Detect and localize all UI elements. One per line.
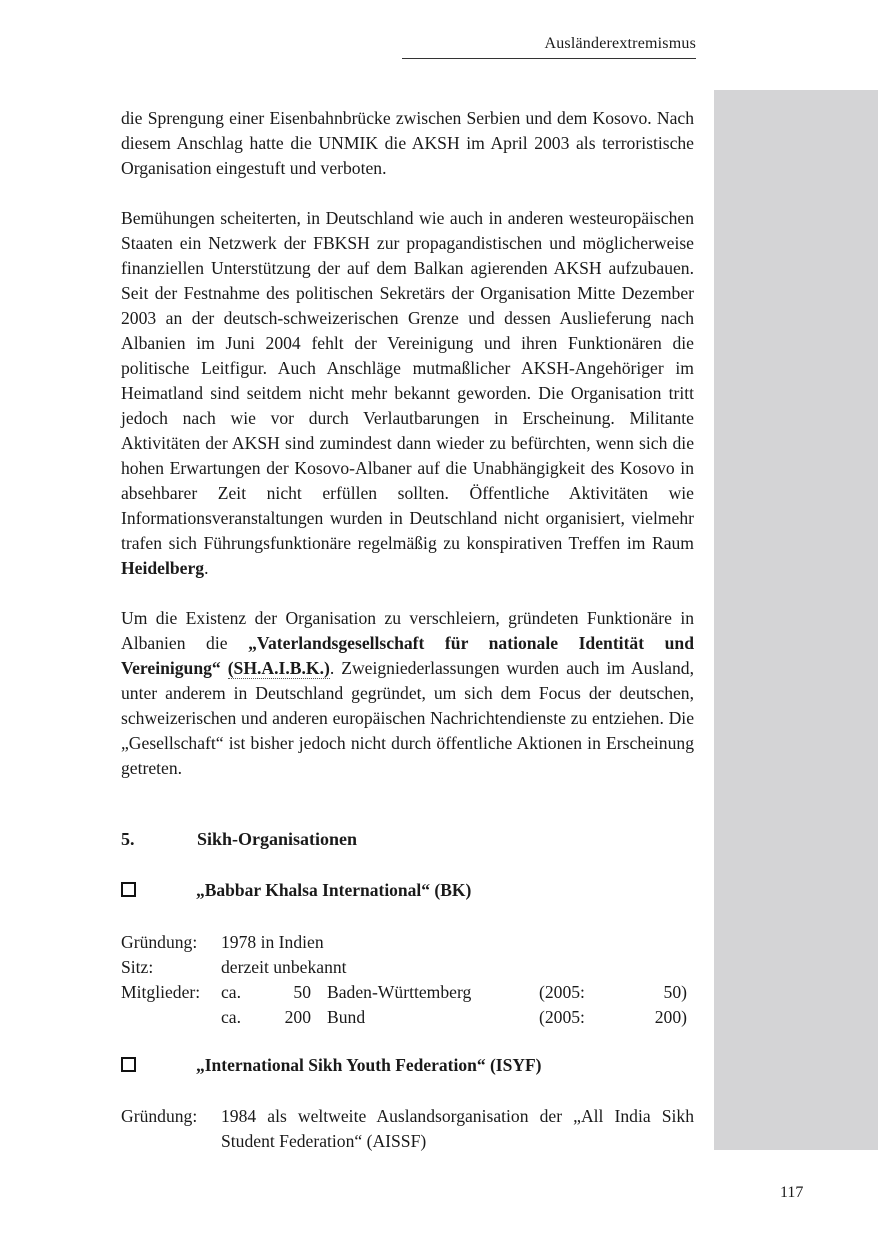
founding-label: Gründung:	[121, 932, 198, 952]
section-heading	[121, 829, 357, 850]
org-name-highlight: „Vaterlandsgesellschaft für nationale Identität und Vereinigung“	[121, 633, 694, 678]
org-title: „Babbar Khalsa International“ (BK)	[196, 880, 472, 900]
checkbox-bullet-icon	[121, 1057, 136, 1072]
founding-value: 1984 als weltweite Auslandsorganisation der „All India Sikh Student Federation“ (AISSF)	[221, 1106, 694, 1151]
seat-label: Sitz:	[121, 957, 154, 977]
paragraph-3-rest: . Zweigniederlassungen wurden auch im Ausland, unter anderem in Deutschland gegründet, um sich dem Focus der deutschen, schweizerischen und anderen europäischen Nachrichtendienste zu entziehen. Die „Gesellschaft“ ist bisher jedoch nicht durch öffentliche Aktionen in Erscheinung getreten.	[121, 658, 694, 778]
header-rule	[402, 58, 696, 59]
members-approx: ca.	[221, 1007, 242, 1027]
org-abbreviation: (SH.A.I.B.K.)	[227, 658, 330, 678]
founding-row	[121, 930, 694, 955]
members-prev-year: (2005:	[539, 1007, 585, 1027]
body-text	[121, 106, 694, 781]
side-margin-bar	[714, 90, 878, 1150]
members-row	[121, 1005, 694, 1030]
members-place: Baden-Württemberg	[327, 982, 472, 1002]
members-place: Bund	[327, 1007, 366, 1027]
paragraph-1: die Sprengung einer Eisenbahnbrücke zwischen Serbien und dem Kosovo. Nach diesem Anschlag hatte die UNMIK die AKSH im April 2003 als terroristische Organisation eingestuft und verboten.	[121, 108, 694, 178]
heidelberg-highlight: Heidelberg	[121, 558, 205, 578]
members-prev-count: 50)	[663, 982, 687, 1002]
running-header: Ausländerextremismus	[544, 35, 696, 52]
org-heading-isyf	[121, 1055, 542, 1076]
paragraph-2-text: Bemühungen scheiterten, in Deutschland wie auch in anderen westeuropäischen Staaten ein Netzwerk der FBKSH zur propagandistischen und möglicherweise finanziellen Unterstützung der auf dem Balkan agierenden AKSH aufzubauen. Seit der Festnahme des politischen Sekretärs der Organisation Mitte Dezember 2003 an der deutsch-schweizerischen Grenze und dessen Auslieferung nach Albanien im Juni 2004 fehlt der Vereinigung und ihren Funktionären die politische Leitfigur. Auch Anschläge mutmaßlicher AKSH-Angehöriger im Heimatland sind seitdem nicht mehr bekannt geworden. Die Organisation tritt jedoch nach wie vor durch Verlautbarungen in Erscheinung. Militante Aktivitäten der AKSH sind zumindest dann wieder zu befürchten, wenn sich die hohen Erwartungen der Kosovo-Albaner auf die Unabhängigkeit des Kosovo in absehbarer Zeit nicht erfüllen sollten. Öffentliche Aktivitäten wie Informationsveranstaltungen wurden in Deutschland nicht organisiert, vielmehr trafen sich Führungsfunktionäre regelmäßig zu konspirativen Treffen im Raum	[121, 208, 694, 553]
members-row	[121, 980, 694, 1005]
org-heading-bk	[121, 880, 471, 901]
checkbox-bullet-icon	[121, 882, 136, 897]
founding-label: Gründung:	[121, 1106, 198, 1126]
members-count: 50	[293, 982, 311, 1002]
founding-row	[121, 1104, 694, 1154]
seat-value: derzeit unbekannt	[221, 957, 347, 977]
founding-value: 1978 in Indien	[221, 932, 324, 952]
org-title: „International Sikh Youth Federation“ (ISYF)	[196, 1055, 542, 1075]
seat-row	[121, 955, 694, 980]
paragraph-3	[121, 606, 694, 781]
org-info-bk	[121, 930, 694, 1030]
members-prev-year: (2005:	[539, 982, 585, 1002]
org-info-isyf	[121, 1104, 694, 1154]
section-number: 5.	[121, 829, 135, 849]
page-number: 117	[780, 1184, 804, 1201]
members-prev-count: 200)	[654, 1007, 687, 1027]
paragraph-2-end: .	[204, 558, 209, 578]
members-count: 200	[284, 1007, 311, 1027]
members-approx: ca.	[221, 982, 242, 1002]
paragraph-2	[121, 206, 694, 581]
members-label: Mitglieder:	[121, 982, 201, 1002]
paragraph-3-text: Um die Existenz der Organisation zu verschleiern, gründeten Funktionäre in Albanien die	[121, 608, 694, 653]
section-title: Sikh-Organisationen	[197, 829, 358, 849]
